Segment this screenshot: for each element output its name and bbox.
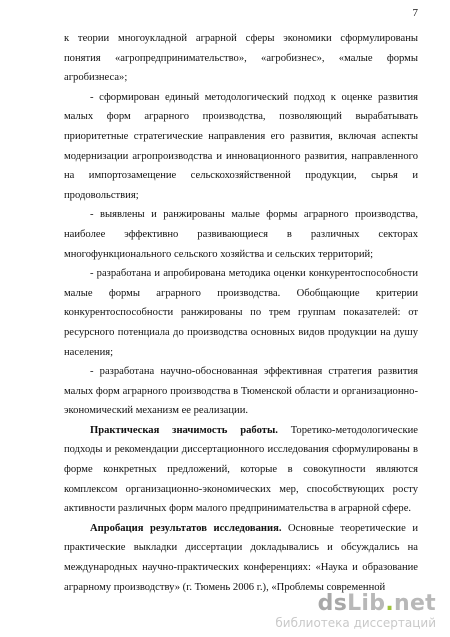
page-number: 7 <box>412 7 418 19</box>
paragraph-3: - выявлены и ранжированы малые формы аграрного производства, наиболее эффективно развивающиеся в различных секторах многофункционального сельского хозяйства и сельских территорий; <box>64 209 418 260</box>
heading-practical-significance: Практическая значимость работы. <box>90 424 278 436</box>
paragraph-5: - разработана научно-обоснованная эффективная стратегия развития малых форм аграрного производства в Тюменской области и организационно-экономический механизм ее реализации. <box>64 366 418 417</box>
watermark <box>275 592 436 630</box>
paragraph-2: - сформирован единый методологический подход к оценке развития малых форм аграрного производства, позволяющий вырабатывать приоритетные стратегические направления его развития, включая аспекты модернизации агропроизводства и инновационного развития, направленного на импортозамещение сельскохозяйственной продукции, сырья и продовольствия; <box>64 91 418 201</box>
document-body <box>64 29 418 597</box>
watermark-tagline: библиотека диссертаций <box>275 616 436 630</box>
paragraph-1: к теории многоукладной аграрной сферы экономики сформулированы понятия «агропредпринимательство», «агробизнес», «малые формы агробизнеса»; <box>64 33 418 84</box>
paragraph-4: - разработана и апробирована методика оценки конкурентоспособности малые формы аграрного производства. Обобщающие критерии конкурентоспособности ранжированы по трем группам показателей: от ресурсного потенциала до производства основных видов продукции на душу населения; <box>64 268 418 358</box>
paragraph-approbation: Апробация результатов исследования. Основные теоретические и практические выкладки диссертации докладывались и обсуждались на международных научно-практических конференциях: «Наука и образование аграрному производству» (г. Тюмень 2006 г.), «Проблемы современной <box>64 522 418 593</box>
heading-approbation: Апробация результатов исследования. <box>90 522 282 534</box>
watermark-logo: dsLib.net <box>317 591 436 616</box>
paragraph-practical-significance: Практическая значимость работы. Торетико-методологические подходы и рекомендации диссертационного исследования сформулированы в форме конкретных предложений, которые в совокупности являются комплексом организационно-экономических мер, способствующих росту активности различных форм малого предпринимательства в аграрной сфере. <box>64 424 418 515</box>
